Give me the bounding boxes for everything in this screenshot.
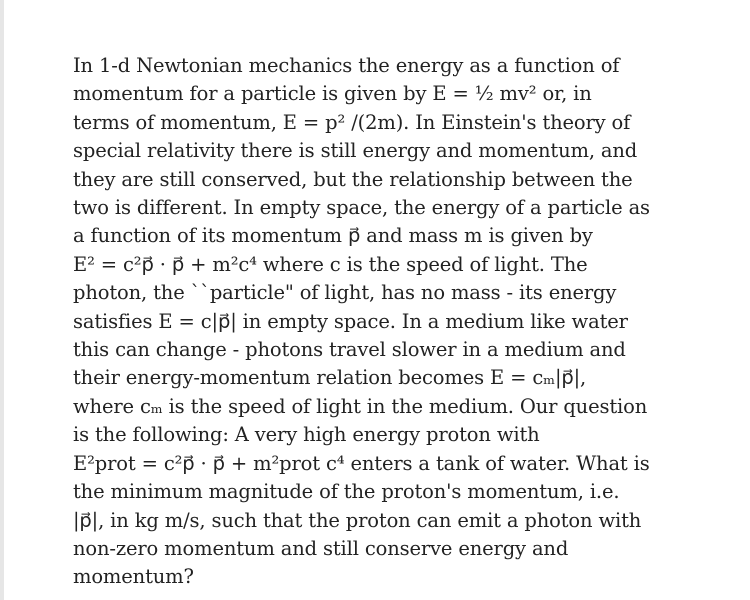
text-line: In 1-d Newtonian mechanics the energy as a function of (73, 54, 620, 77)
text-line: momentum? (73, 565, 194, 589)
text-line: this can change - photons travel slower in a medium and (73, 338, 626, 362)
text-line: momentum for a particle is given by E = ½ mv² or, in (73, 82, 592, 106)
text-line: special relativity there is still energy and momentum, and (73, 139, 638, 163)
text-line: photon, the ``particle" of light, has no mass - its energy (73, 281, 617, 305)
question-text (73, 52, 683, 592)
text-line: their energy-momentum relation becomes E = cₘ|p⃗|, (73, 366, 587, 390)
text-line: terms of momentum, E = p² /(2m). In Einstein's theory of (73, 110, 631, 134)
text-line: two is different. In empty space, the energy of a particle as (73, 196, 650, 220)
text-line: |p⃗|, in kg m/s, such that the proton can emit a photon with (73, 508, 642, 532)
text-line: satisfies E = c|p⃗| in empty space. In a medium like water (73, 309, 628, 333)
text-line: where cₘ is the speed of light in the medium. Our question (73, 394, 648, 418)
text-line: they are still conserved, but the relationship between the (73, 167, 633, 191)
page-left-edge (0, 0, 4, 600)
text-line: a function of its momentum p⃗ and mass m is given by (73, 224, 593, 248)
text-line: E² = c²p⃗ · p⃗ + m²c⁴ where c is the speed of light. The (73, 252, 588, 276)
text-line: is the following: A very high energy proton with (73, 423, 540, 447)
text-line: the minimum magnitude of the proton's momentum, i.e. (73, 480, 620, 504)
text-line: E²prot = c²p⃗ · p⃗ + m²prot c⁴ enters a tank of water. What is (73, 451, 650, 475)
text-line: non-zero momentum and still conserve energy and (73, 536, 569, 560)
